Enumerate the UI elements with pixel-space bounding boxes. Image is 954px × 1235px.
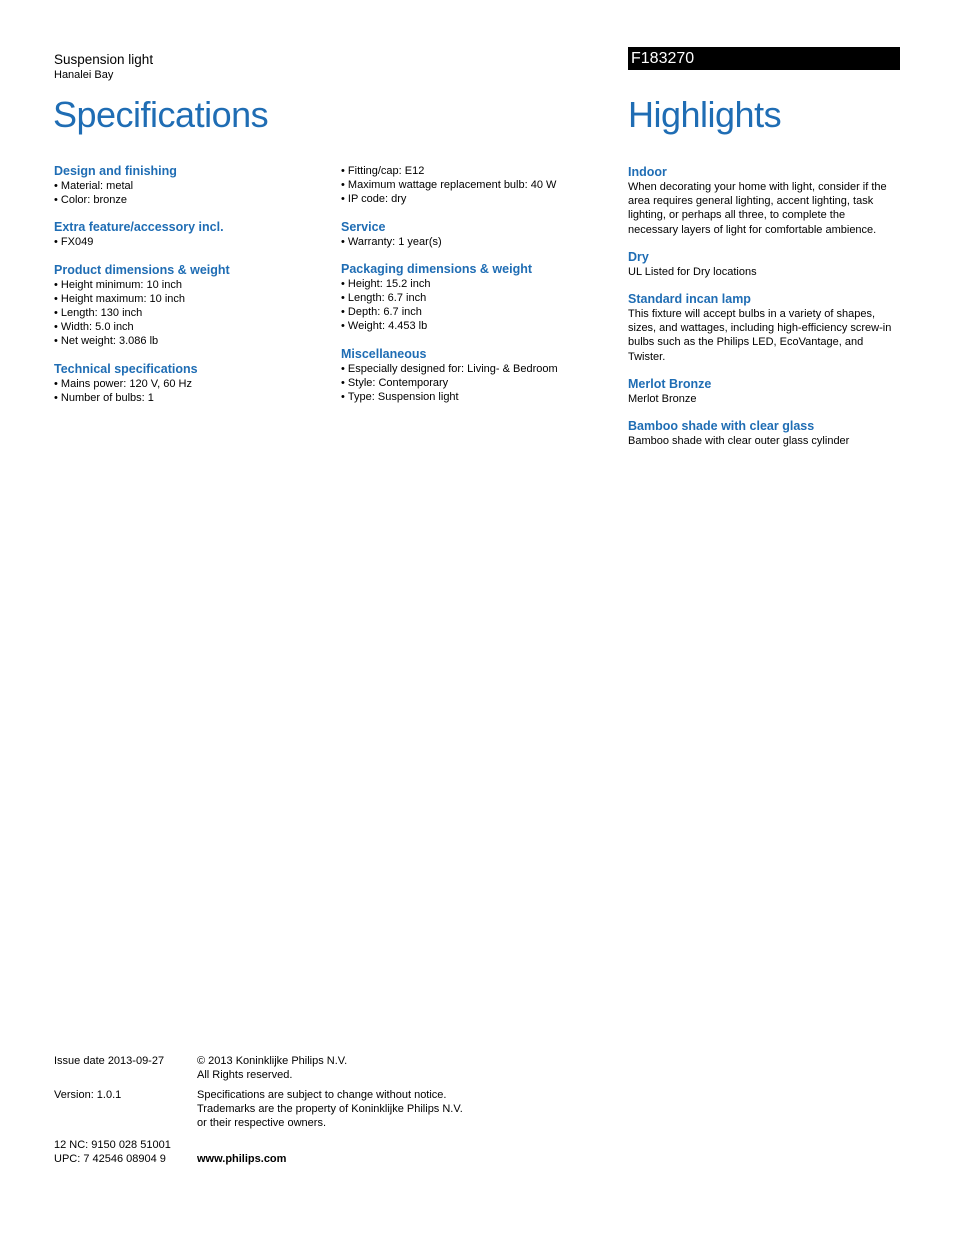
spec-section-title: Packaging dimensions & weight — [341, 261, 533, 276]
spec-section — [54, 220, 324, 249]
spec-section-title: Product dimensions & weight — [54, 262, 230, 277]
specs-column-2 — [341, 164, 611, 417]
copyright-line: © 2013 Koninklijke Philips N.V. — [197, 1055, 348, 1067]
spec-item: • Height maximum: 10 inch — [54, 292, 324, 306]
spec-item: • Height: 15.2 inch — [341, 277, 611, 291]
product-type: Suspension light — [54, 52, 154, 67]
spec-item: • Mains power: 120 V, 60 Hz — [54, 377, 324, 391]
highlight-line: Bamboo shade with clear outer glass cylinder — [628, 435, 850, 448]
highlight-line: Twister. — [628, 350, 666, 363]
highlight-title: Bamboo shade with clear glass — [628, 419, 815, 434]
highlight-description — [628, 180, 900, 237]
spec-section-title: Design and finishing — [54, 164, 177, 178]
spec-item: • Depth: 6.7 inch — [341, 305, 611, 319]
highlight-line: lighting, or perhaps all three, to complete the — [628, 209, 846, 222]
spec-item: • Maximum wattage replacement bulb: 40 W — [341, 178, 611, 192]
highlight-description — [628, 307, 900, 364]
spec-item: • Warranty: 1 year(s) — [341, 235, 611, 249]
highlight-line: sizes, and wattages, including high-efficiency screw-in — [628, 322, 892, 335]
highlights-title: Highlights — [628, 94, 782, 135]
highlight-line: This fixture will accept bulbs in a variety of shapes, — [628, 308, 876, 321]
spec-item: • FX049 — [54, 235, 324, 249]
spec-section — [54, 263, 324, 349]
spec-section — [54, 362, 324, 405]
version: Version: 1.0.1 — [54, 1089, 122, 1101]
spec-section — [341, 220, 611, 249]
nc-number: 12 NC: 9150 028 51001 — [54, 1139, 171, 1151]
specifications-title: Specifications — [53, 94, 269, 135]
spec-section — [341, 262, 611, 334]
highlight-description — [628, 392, 900, 406]
highlight-line: bulbs such as the Philips LED, EcoVantage, and — [628, 336, 864, 349]
highlight-title: Dry — [628, 249, 649, 264]
highlight-section — [628, 377, 900, 406]
spec-item: • Height minimum: 10 inch — [54, 278, 324, 292]
highlight-section — [628, 419, 900, 448]
rights-line: All Rights reserved. — [197, 1069, 293, 1081]
notice-line: Specifications are subject to change without notice. — [197, 1089, 447, 1101]
spec-item: • Fitting/cap: E12 — [341, 164, 611, 178]
spec-item: • Length: 6.7 inch — [341, 291, 611, 305]
highlight-line: When decorating your home with light, consider if the — [628, 181, 887, 193]
highlight-title: Indoor — [628, 165, 667, 179]
highlight-description — [628, 434, 900, 448]
product-name: Hanalei Bay — [54, 69, 114, 81]
spec-item: • Width: 5.0 inch — [54, 320, 324, 334]
highlight-line: area requires general lighting, accent lighting, task — [628, 195, 874, 208]
highlight-description — [628, 265, 900, 279]
model-number-bar — [628, 47, 900, 70]
model-number: F183270 — [631, 50, 695, 67]
highlight-section — [628, 165, 900, 237]
highlight-title: Standard incan lamp — [628, 292, 751, 307]
highlight-title: Merlot Bronze — [628, 376, 712, 391]
highlight-section — [628, 250, 900, 279]
spec-item: • Style: Contemporary — [341, 376, 611, 390]
specs-column-1 — [54, 164, 324, 418]
highlight-line: UL Listed for Dry locations — [628, 265, 757, 278]
upc-number: UPC: 7 42546 08904 9 — [54, 1153, 166, 1165]
highlight-line: necessary layers of light for comfortable ambience. — [628, 223, 877, 236]
spec-section — [341, 347, 611, 405]
spec-item: • Net weight: 3.086 lb — [54, 334, 324, 348]
spec-item: • IP code: dry — [341, 192, 611, 206]
spec-item: • Especially designed for: Living- & Bedroom — [341, 362, 611, 376]
spec-section-title: Service — [341, 219, 386, 234]
website-link[interactable]: www.philips.com — [197, 1153, 287, 1165]
spec-section-title: Extra feature/accessory incl. — [54, 220, 224, 235]
spec-section-title: Technical specifications — [54, 361, 198, 376]
spec-section — [54, 164, 324, 207]
spec-item: • Color: bronze — [54, 193, 324, 207]
highlights-column — [628, 165, 900, 461]
spec-item: • Weight: 4.453 lb — [341, 319, 611, 333]
spec-item: • Type: Suspension light — [341, 390, 611, 404]
highlight-section — [628, 292, 900, 364]
spec-section-continued — [341, 164, 611, 207]
spec-section-title: Miscellaneous — [341, 346, 427, 361]
spec-item: • Length: 130 inch — [54, 306, 324, 320]
highlight-line: Merlot Bronze — [628, 392, 697, 405]
spec-item: • Number of bulbs: 1 — [54, 391, 324, 405]
notice-line: or their respective owners. — [197, 1117, 326, 1129]
spec-item: • Material: metal — [54, 179, 324, 193]
issue-date: Issue date 2013-09-27 — [54, 1055, 165, 1067]
notice-line: Trademarks are the property of Koninklijke Philips N.V. — [197, 1103, 463, 1115]
